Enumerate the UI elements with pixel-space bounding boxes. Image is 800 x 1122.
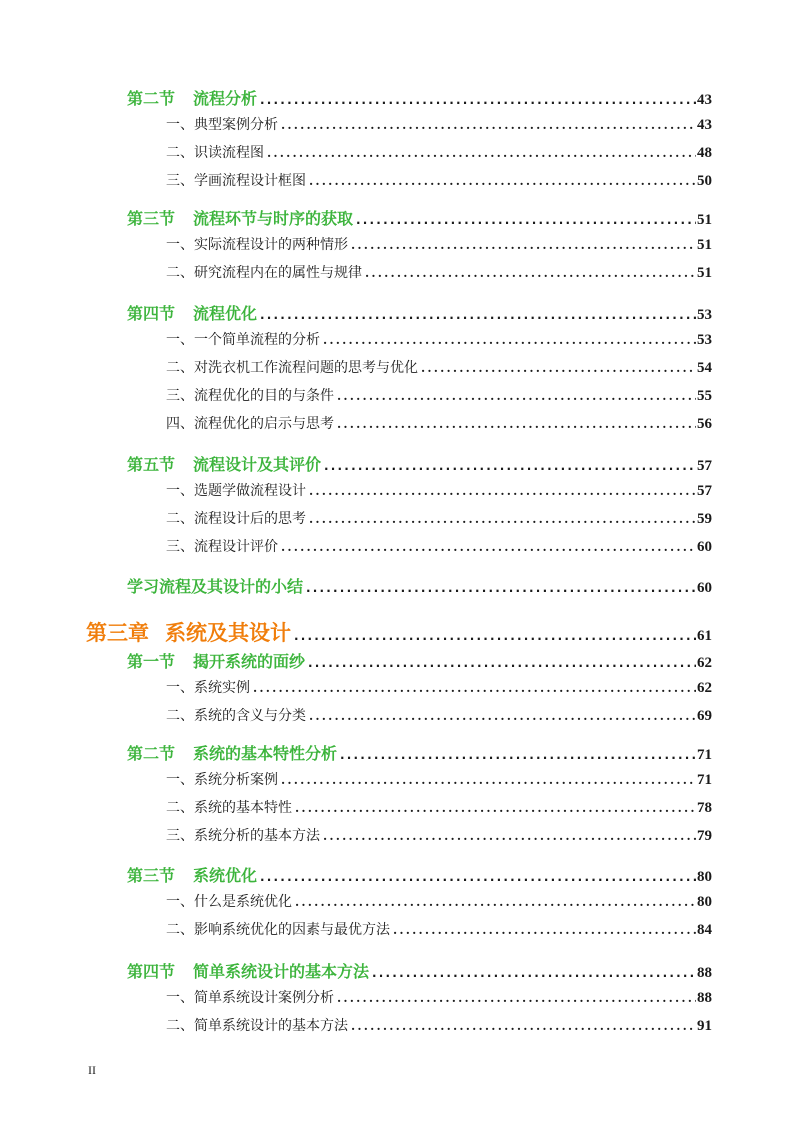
toc-entry-item[interactable] (166, 234, 712, 254)
toc-entry-label (166, 385, 334, 405)
dot-leader (351, 1019, 696, 1033)
toc-entry-page: 57 (697, 458, 712, 474)
toc-entry-page: 80 (697, 869, 712, 885)
toc-entry-item[interactable] (166, 705, 712, 725)
dot-leader (295, 801, 696, 815)
toc-entry-label (166, 357, 418, 377)
toc-entry-title: 二、系统的基本特性 (166, 800, 292, 816)
dot-leader (337, 991, 696, 1005)
toc-entry-label (86, 617, 291, 647)
toc-entry-item[interactable] (166, 677, 712, 697)
toc-entry-section[interactable] (127, 452, 712, 475)
dot-leader (260, 870, 696, 884)
toc-entry-number: 第五节 (127, 455, 176, 474)
dot-leader (253, 681, 696, 695)
toc-entry-section[interactable] (127, 86, 712, 109)
dot-leader (340, 748, 696, 762)
toc-entry-item[interactable] (166, 413, 712, 433)
toc-entry-label (166, 170, 306, 190)
toc-entry-number: 第一节 (127, 652, 176, 671)
dot-leader (372, 966, 696, 980)
dot-leader (294, 629, 696, 643)
toc-entry-label (166, 891, 292, 911)
toc-entry-page: 51 (697, 265, 712, 281)
toc-entry-title: 揭开系统的面纱 (193, 652, 306, 671)
dot-leader (309, 174, 696, 188)
toc-entry-label (166, 508, 306, 528)
toc-entry-item[interactable] (166, 891, 712, 911)
toc-entry-label (166, 114, 278, 134)
toc-entry-page: 62 (697, 655, 712, 671)
toc-entry-item[interactable] (166, 114, 712, 134)
toc-entry-number: 第三章 (86, 621, 149, 645)
toc-entry-page: 71 (697, 772, 712, 788)
toc-entry-page: 78 (697, 800, 712, 816)
toc-entry-page: 79 (697, 828, 712, 844)
toc-entry-title: 二、流程设计后的思考 (166, 511, 306, 527)
dot-leader (356, 213, 696, 227)
dot-leader (267, 146, 696, 160)
toc-entry-label (166, 797, 292, 817)
dot-leader (351, 238, 696, 252)
toc-entry-title: 流程设计及其评价 (193, 455, 322, 474)
page-number-folio: II (88, 1063, 96, 1077)
dot-leader (393, 923, 696, 937)
toc-entry-title: 流程分析 (193, 89, 258, 108)
toc-entry-title: 二、研究流程内在的属性与规律 (166, 265, 362, 281)
toc-entry-number: 第二节 (127, 744, 176, 763)
dot-leader (308, 656, 696, 670)
toc-entry-label (166, 919, 390, 939)
toc-entry-title: 一、什么是系统优化 (166, 894, 292, 910)
toc-entry-item[interactable] (166, 329, 712, 349)
toc-entry-label (166, 987, 334, 1007)
toc-entry-label (166, 1015, 348, 1035)
toc-entry-title: 一、典型案例分析 (166, 117, 278, 133)
toc-entry-item[interactable] (166, 357, 712, 377)
dot-leader (295, 895, 696, 909)
toc-entry-number: 第三节 (127, 209, 176, 228)
dot-leader (323, 333, 696, 347)
dot-leader (260, 93, 696, 107)
toc-entry-number: 第四节 (127, 962, 176, 981)
toc-entry-page: 60 (697, 580, 712, 596)
toc-entry-item[interactable] (166, 142, 712, 162)
toc-entry-page: 53 (697, 307, 712, 323)
toc-entry-label (127, 86, 257, 109)
toc-entry-title: 学习流程及其设计的小结 (127, 577, 304, 596)
toc-entry-item[interactable] (166, 825, 712, 845)
toc-entry-page: 54 (697, 360, 712, 376)
toc-entry-title: 系统优化 (193, 866, 258, 885)
toc-entry-item[interactable] (166, 797, 712, 817)
dot-leader (281, 118, 696, 132)
toc-entry-title: 一、系统实例 (166, 680, 250, 696)
toc-entry-label (166, 825, 320, 845)
toc-entry-item[interactable] (166, 170, 712, 190)
dot-leader (309, 484, 696, 498)
dot-leader (421, 361, 696, 375)
toc-entry-item[interactable] (166, 385, 712, 405)
toc-entry-title: 二、对洗衣机工作流程问题的思考与优化 (166, 360, 418, 376)
dot-leader (260, 308, 696, 322)
toc-entry-section[interactable] (127, 649, 712, 672)
toc-entry-page: 61 (697, 628, 712, 644)
toc-entry-title: 一、一个简单流程的分析 (166, 332, 320, 348)
toc-entry-page: 43 (697, 117, 712, 133)
toc-entry-page: 84 (697, 922, 712, 938)
toc-entry-title: 一、实际流程设计的两种情形 (166, 237, 348, 253)
toc-entry-label (166, 262, 362, 282)
toc-entry-page: 57 (697, 483, 712, 499)
toc-entry-label (166, 142, 264, 162)
toc-entry-item[interactable] (166, 480, 712, 500)
toc-entry-item[interactable] (166, 987, 712, 1007)
toc-entry-page: 88 (697, 990, 712, 1006)
toc-entry-item[interactable] (166, 262, 712, 282)
toc-entry-label (127, 452, 321, 475)
dot-leader (281, 773, 696, 787)
toc-entry-number: 第四节 (127, 304, 176, 323)
toc-entry-page: 59 (697, 511, 712, 527)
toc-entry-section[interactable] (127, 574, 712, 597)
toc-entry-section[interactable] (127, 741, 712, 764)
toc-entry-page: 51 (697, 212, 712, 228)
toc-entry-section[interactable] (127, 301, 712, 324)
dot-leader (337, 417, 696, 431)
toc-entry-title: 三、学画流程设计框图 (166, 173, 306, 189)
toc-entry-page: 48 (697, 145, 712, 161)
toc-entry-title: 简单系统设计的基本方法 (193, 962, 370, 981)
toc-entry-item[interactable] (166, 1015, 712, 1035)
dot-leader (323, 829, 696, 843)
dot-leader (309, 512, 696, 526)
toc-entry-title: 二、简单系统设计的基本方法 (166, 1018, 348, 1034)
toc-entry-item[interactable] (166, 536, 712, 556)
toc-entry-title: 流程优化 (193, 304, 258, 323)
toc-entry-label (166, 480, 306, 500)
dot-leader (309, 709, 696, 723)
dot-leader (324, 459, 696, 473)
toc-entry-label (127, 301, 257, 324)
toc-entry-title: 三、系统分析的基本方法 (166, 828, 320, 844)
toc-entry-label (127, 574, 303, 597)
toc-entry-label (166, 705, 306, 725)
toc-entry-section[interactable] (127, 206, 712, 229)
toc-entry-number: 第二节 (127, 89, 176, 108)
toc-entry-label (166, 329, 320, 349)
toc-entry-title: 系统的基本特性分析 (193, 744, 338, 763)
toc-entry-page: 56 (697, 416, 712, 432)
toc-entry-page: 91 (697, 1018, 712, 1034)
toc-entry-page: 60 (697, 539, 712, 555)
toc-entry-label (127, 649, 305, 672)
toc-entry-section[interactable] (127, 959, 712, 982)
toc-entry-page: 51 (697, 237, 712, 253)
toc-entry-title: 一、简单系统设计案例分析 (166, 990, 334, 1006)
toc-entry-label (166, 536, 278, 556)
toc-entry-page: 53 (697, 332, 712, 348)
toc-entry-page: 62 (697, 680, 712, 696)
toc-entry-label (127, 741, 337, 764)
dot-leader (306, 581, 696, 595)
toc-entry-title: 系统及其设计 (165, 621, 291, 645)
toc-entry-page: 43 (697, 92, 712, 108)
toc-entry-section[interactable] (127, 863, 712, 886)
toc-entry-page: 71 (697, 747, 712, 763)
toc-entry-item[interactable] (166, 919, 712, 939)
dot-leader (365, 266, 696, 280)
toc-entry-page: 50 (697, 173, 712, 189)
dot-leader (337, 389, 696, 403)
toc-entry-title: 流程环节与时序的获取 (193, 209, 354, 228)
toc-entry-item[interactable] (166, 508, 712, 528)
toc-entry-title: 四、流程优化的启示与思考 (166, 416, 334, 432)
toc-entry-title: 二、影响系统优化的因素与最优方法 (166, 922, 390, 938)
toc-entry-title: 二、识读流程图 (166, 145, 264, 161)
dot-leader (281, 540, 696, 554)
toc-entry-label (166, 677, 250, 697)
toc-entry-page: 80 (697, 894, 712, 910)
toc-entry-label (127, 206, 353, 229)
toc-entry-item[interactable] (166, 769, 712, 789)
toc-entry-label (166, 413, 334, 433)
toc-entry-label (166, 234, 348, 254)
toc-entry-chapter[interactable] (86, 617, 712, 647)
toc-entry-page: 55 (697, 388, 712, 404)
toc-entry-title: 二、系统的含义与分类 (166, 708, 306, 724)
toc-entry-title: 一、选题学做流程设计 (166, 483, 306, 499)
toc-entry-label (127, 959, 369, 982)
toc-entry-label (127, 863, 257, 886)
toc-entry-number: 第三节 (127, 866, 176, 885)
toc-entry-title: 一、系统分析案例 (166, 772, 278, 788)
toc-entry-title: 三、流程设计评价 (166, 539, 278, 555)
toc-entry-title: 三、流程优化的目的与条件 (166, 388, 334, 404)
toc-entry-page: 88 (697, 965, 712, 981)
toc-entry-label (166, 769, 278, 789)
toc-entry-page: 69 (697, 708, 712, 724)
